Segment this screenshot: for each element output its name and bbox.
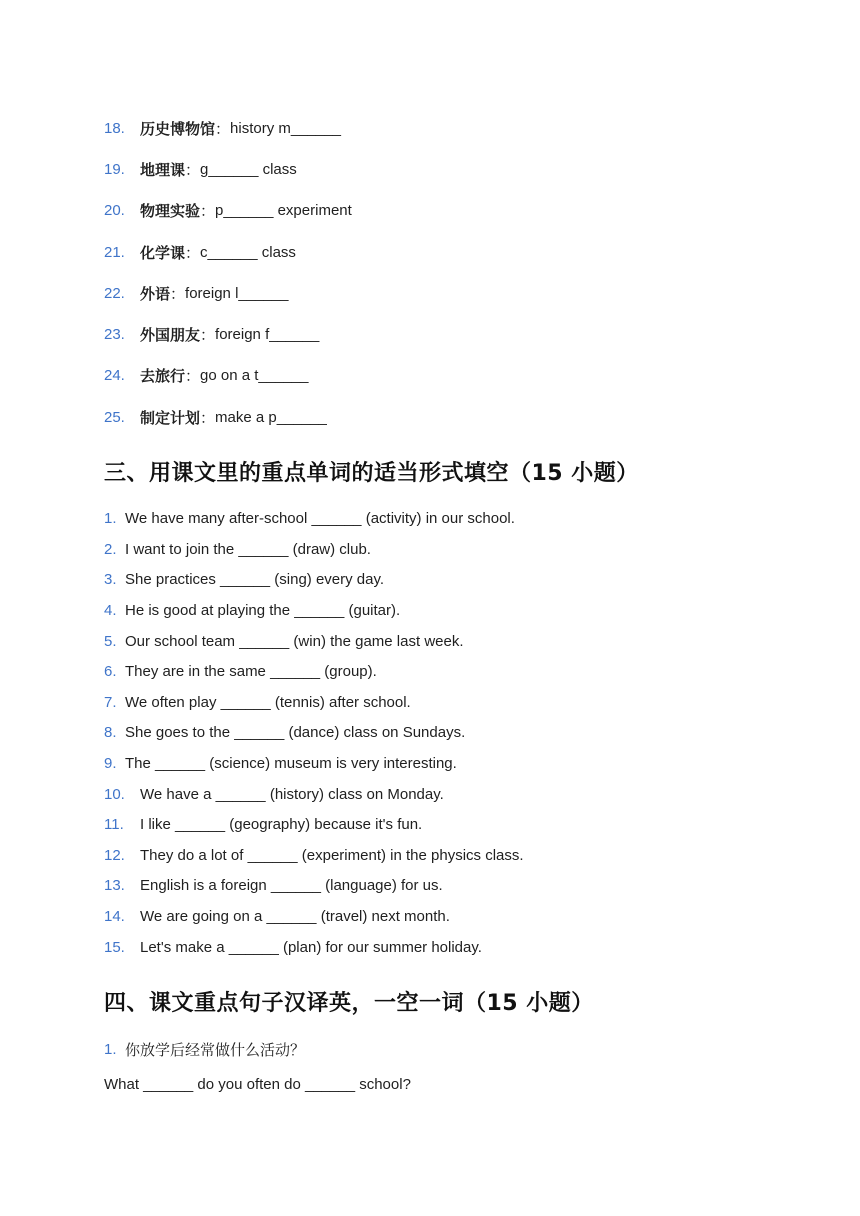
english-blank: g______ class xyxy=(200,160,297,178)
section-3-heading: 三、用课文里的重点单词的适当形式填空（15 小题） xyxy=(104,461,639,486)
item-text: He is good at playing the ______ (guitar). xyxy=(125,602,401,620)
english-blank: p______ experiment xyxy=(215,202,352,220)
list-item xyxy=(104,356,352,397)
chinese-term: 外语 xyxy=(140,284,171,303)
item-text: She practices ______ (sing) every day. xyxy=(125,571,385,589)
item-number: 8. xyxy=(104,724,117,742)
item-number: 20. xyxy=(104,202,125,220)
list-item xyxy=(104,779,524,810)
item-number: 9. xyxy=(104,755,117,773)
item-number: 19. xyxy=(104,160,125,178)
list-item xyxy=(104,902,524,933)
item-text: Let's make a ______ (plan) for our summer holiday. xyxy=(140,938,482,956)
chinese-term: 历史博物馆 xyxy=(140,119,216,138)
list-item xyxy=(104,596,524,627)
section-4-heading: 四、课文重点句子汉译英，一空一词（15 小题） xyxy=(104,991,594,1016)
chinese-term: 制定计划 xyxy=(140,408,201,427)
english-answer-line: What ______ do you often do ______ school? xyxy=(104,1076,411,1093)
item-number: 11. xyxy=(104,816,124,834)
item-text: We are going on a ______ (travel) next month. xyxy=(140,908,450,926)
separator: ： xyxy=(215,119,231,138)
item-text: The ______ (science) museum is very interesting. xyxy=(125,755,457,773)
item-number: 15. xyxy=(104,938,125,956)
item-text: I want to join the ______ (draw) club. xyxy=(125,540,371,558)
chinese-term: 化学课 xyxy=(140,243,186,262)
list-item xyxy=(104,504,524,535)
chinese-term: 外国朋友 xyxy=(140,326,201,345)
item-text: I like ______ (geography) because it's fun. xyxy=(140,816,423,834)
item-number: 14. xyxy=(104,908,125,926)
item-number: 21. xyxy=(104,243,125,261)
chinese-term: 去旅行 xyxy=(140,367,186,386)
list-item xyxy=(104,810,524,841)
separator: ： xyxy=(170,284,186,303)
item-number: 7. xyxy=(104,693,117,711)
list-item xyxy=(104,626,524,657)
item-number: 13. xyxy=(104,877,125,895)
separator: ： xyxy=(185,160,201,179)
separator: ： xyxy=(200,408,216,427)
english-blank: foreign l______ xyxy=(185,284,289,302)
list-item xyxy=(104,932,524,963)
item-number: 5. xyxy=(104,632,117,650)
item-number: 1. xyxy=(104,510,117,528)
item-text: We often play ______ (tennis) after school. xyxy=(125,693,411,711)
english-blank: c______ class xyxy=(200,243,296,261)
chinese-sentence: 你放学后经常做什么活动？ xyxy=(125,1040,306,1059)
list-item xyxy=(104,657,524,688)
item-text: We have many after-school ______ (activity) in our school. xyxy=(125,510,515,528)
english-blank: make a p______ xyxy=(215,408,327,426)
item-number: 23. xyxy=(104,326,125,344)
english-blank: go on a t______ xyxy=(200,367,309,385)
item-text: Our school team ______ (win) the game last week. xyxy=(125,632,464,650)
list-item xyxy=(104,718,524,749)
list-item xyxy=(104,149,352,190)
item-text: English is a foreign ______ (language) for us. xyxy=(140,877,443,895)
chinese-term: 物理实验 xyxy=(140,202,201,221)
list-item xyxy=(104,535,524,566)
list-item xyxy=(104,565,524,596)
list-item xyxy=(104,108,352,149)
separator: ： xyxy=(200,202,216,221)
list-item xyxy=(104,749,524,780)
item-number: 6. xyxy=(104,663,117,681)
item-text: We have a ______ (history) class on Monday. xyxy=(140,785,444,803)
separator: ： xyxy=(200,326,216,345)
separator: ： xyxy=(185,243,201,262)
list-item xyxy=(104,397,352,438)
fill-in-list xyxy=(104,504,524,963)
item-number: 4. xyxy=(104,602,117,620)
list-item xyxy=(104,841,524,872)
item-number: 24. xyxy=(104,367,125,385)
list-item xyxy=(104,232,352,273)
list-item xyxy=(104,871,524,902)
list-item xyxy=(104,273,352,314)
list-item xyxy=(104,191,352,232)
item-number: 10. xyxy=(104,785,125,803)
translation-list xyxy=(104,1038,411,1096)
english-blank: history m______ xyxy=(230,119,341,137)
item-text: They do a lot of ______ (experiment) in the physics class. xyxy=(140,846,524,864)
item-text: They are in the same ______ (group). xyxy=(125,663,377,681)
english-blank: foreign f______ xyxy=(215,326,320,344)
vocab-list xyxy=(104,108,352,438)
item-number: 22. xyxy=(104,284,125,302)
item-number: 12. xyxy=(104,846,125,864)
list-item xyxy=(104,314,352,355)
chinese-term: 地理课 xyxy=(140,160,186,179)
item-number: 18. xyxy=(104,119,125,137)
item-text: She goes to the ______ (dance) class on Sundays. xyxy=(125,724,466,742)
list-item xyxy=(104,688,524,719)
item-number: 3. xyxy=(104,571,117,589)
separator: ： xyxy=(185,367,201,386)
question-prompt xyxy=(104,1038,411,1060)
item-number: 2. xyxy=(104,540,117,558)
item-number: 25. xyxy=(104,408,125,426)
item-number: 1. xyxy=(104,1040,117,1058)
